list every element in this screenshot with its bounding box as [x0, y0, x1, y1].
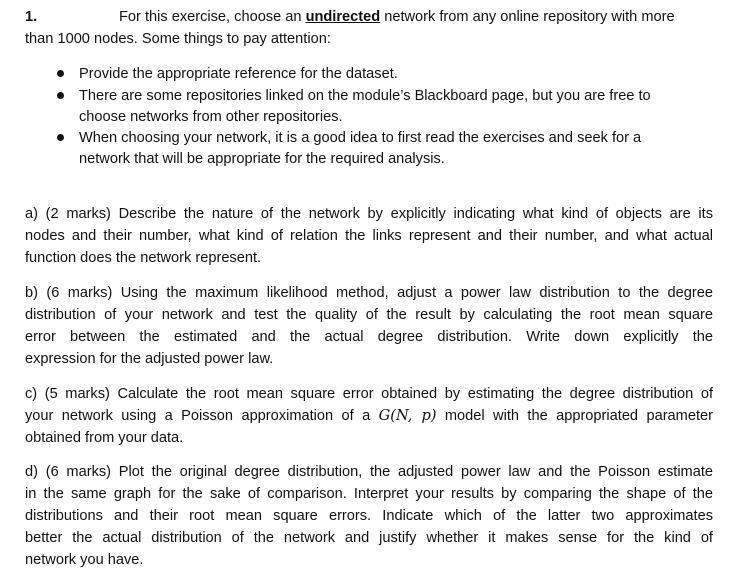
bullet-2-line-1: There are some repositories linked on the module’s Blackboard page, but you are free to — [79, 88, 651, 104]
part-b-line: error between the estimated and the actual degree distribution. Write down explicitly the — [25, 329, 713, 345]
gnp-model-formula: G(N, p) — [378, 407, 437, 424]
part-d-line: distributions and their root mean square errors. Indicate which of the latter two approximates — [25, 508, 713, 524]
bullet-3-line-2: network that will be appropriate for the required analysis. — [79, 151, 445, 167]
bullet-marker — [57, 134, 64, 141]
part-c-line-1: c) (5 marks) Calculate the root mean square error obtained by estimating the degree distribution of — [25, 386, 713, 402]
bullet-marker — [57, 70, 64, 77]
part-c-line-3: obtained from your data. — [25, 430, 184, 446]
part-c-line-2 — [25, 406, 713, 426]
bullet-marker — [57, 92, 64, 99]
question-intro-line-1 — [119, 7, 675, 27]
bullet-2-line-2: choose networks from other repositories. — [79, 109, 343, 125]
part-a-line: a) (2 marks) Describe the nature of the network by explicitly indicating what kind of objects are its — [25, 206, 713, 222]
question-intro-line-2: than 1000 nodes. Some things to pay attention: — [25, 31, 331, 47]
part-a-line: function does the network represent. — [25, 250, 262, 266]
part-c-text-before: your network using a Poisson approximation of a — [25, 408, 379, 424]
intro-emphasis-undirected: undirected — [305, 9, 381, 25]
part-b-line: distribution of your network and test the quality of the result by calculating the root mean square — [25, 307, 713, 323]
part-d-line: in the same graph for the sake of comparison. Interpret your results by comparing the shape of the — [25, 486, 713, 502]
intro-text-before: For this exercise, choose an — [119, 9, 306, 25]
part-d-line: network you have. — [25, 552, 144, 568]
part-d-line: better the actual distribution of the network and justify whether it makes sense for the kind of — [25, 530, 713, 546]
part-c-text-after: model with the appropriated parameter — [436, 408, 713, 424]
part-d-line: d) (6 marks) Plot the original degree distribution, the adjusted power law and the Poisson estimate — [25, 464, 713, 480]
bullet-3-line-1: When choosing your network, it is a good idea to first read the exercises and seek for a — [79, 130, 642, 146]
part-b-line: b) (6 marks) Using the maximum likelihood method, adjust a power law distribution to the degree — [25, 285, 713, 301]
intro-text-after: network from any online repository with more — [380, 9, 675, 25]
part-b-line: expression for the adjusted power law. — [25, 351, 274, 367]
question-number: 1. — [25, 9, 38, 25]
part-a-line: nodes and their number, what kind of relation the links represent and their number, and what actual — [25, 228, 713, 244]
bullet-1-line-1: Provide the appropriate reference for the dataset. — [79, 66, 398, 82]
